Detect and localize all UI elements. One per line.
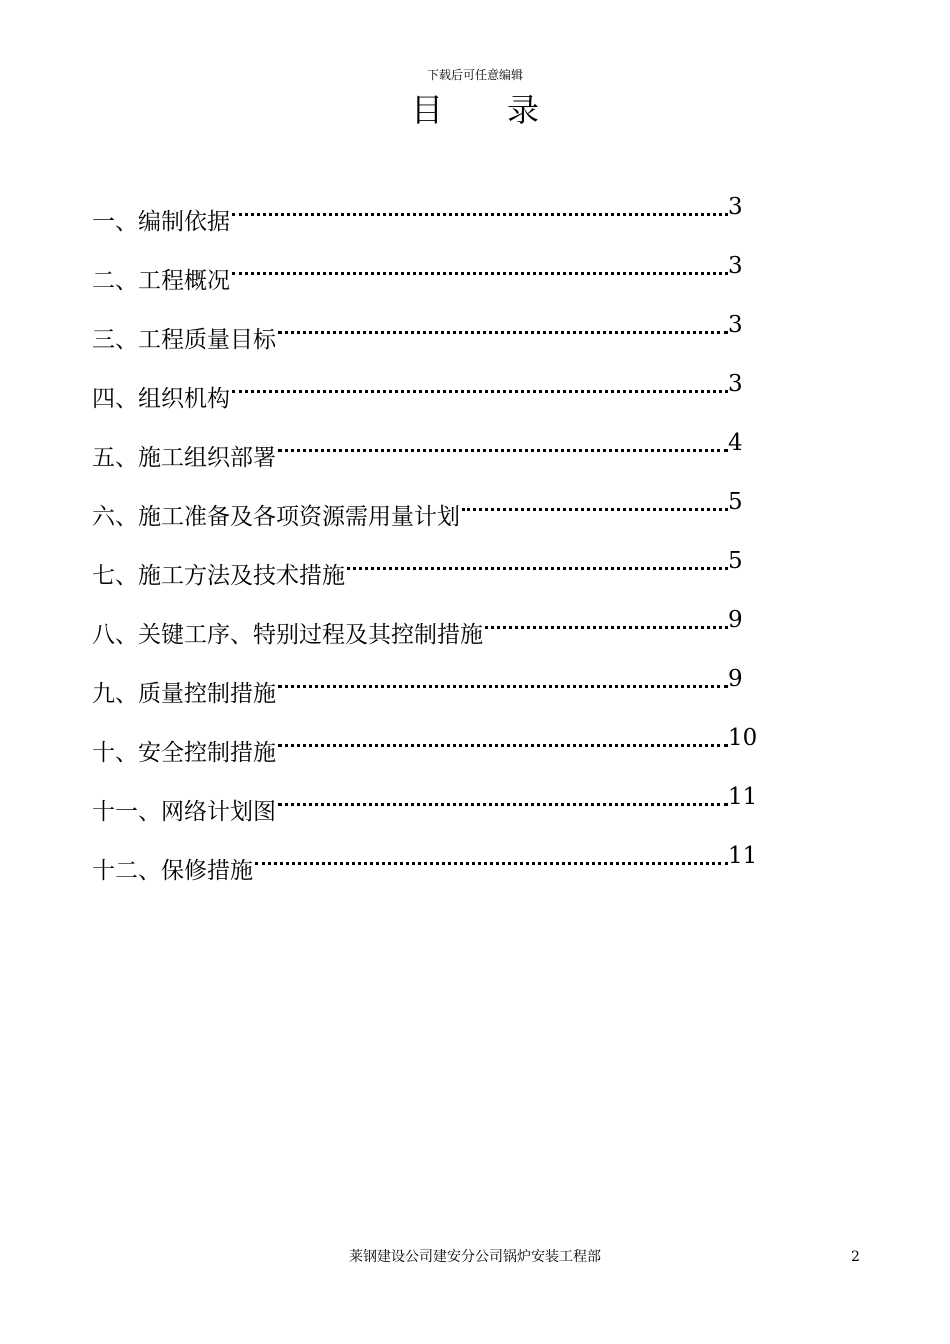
page-title-char-1: 目 [410,91,443,129]
toc-leader-dots [276,303,728,347]
toc-entry-label: 九、质量控制措施 [92,681,276,707]
toc-entry-page: 11 [728,784,758,810]
toc-entry[interactable] [92,834,772,893]
toc-entry-page: 5 [728,489,743,515]
toc-entry-page: 3 [728,194,743,220]
toc-entry-label: 六、施工准备及各项资源需用量计划 [92,504,460,530]
toc-entry-label: 十二、保修措施 [92,858,253,884]
toc-leader-dots [345,539,728,583]
toc-leader-dots [460,480,728,524]
table-of-contents [92,185,772,893]
toc-leader-dots [483,598,728,642]
toc-leader-dots [276,716,728,760]
toc-entry-page: 3 [728,253,743,279]
footer-organization: 莱钢建设公司建安分公司锅炉安装工程部 [349,1249,601,1265]
toc-entry-page: 9 [728,666,743,692]
toc-entry-label: 十、安全控制措施 [92,740,276,766]
toc-entry-page: 4 [728,430,743,456]
toc-leader-dots [230,185,728,229]
toc-entry-label: 二、工程概况 [92,268,230,294]
toc-entry[interactable] [92,598,772,657]
toc-entry[interactable] [92,185,772,244]
toc-entry[interactable] [92,716,772,775]
toc-entry-page: 5 [728,548,743,574]
header-note: 下载后可任意编辑 [426,68,523,82]
toc-entry[interactable] [92,362,772,421]
footer-page-number: 2 [851,1249,860,1265]
toc-leader-dots [276,657,728,701]
page-title-char-2: 录 [507,91,540,129]
toc-entry-page: 10 [728,725,758,751]
toc-entry[interactable] [92,480,772,539]
toc-entry-label: 四、组织机构 [92,386,230,412]
toc-entry[interactable] [92,539,772,598]
toc-entry-label: 五、施工组织部署 [92,445,276,471]
toc-entry[interactable] [92,657,772,716]
toc-entry-label: 三、工程质量目标 [92,327,276,353]
toc-leader-dots [253,834,728,878]
toc-entry-label: 十一、网络计划图 [92,799,276,825]
toc-entry-page: 3 [728,371,743,397]
toc-entry-label: 七、施工方法及技术措施 [92,563,345,589]
toc-entry[interactable] [92,303,772,362]
toc-entry-page: 11 [728,843,758,869]
toc-leader-dots [276,775,728,819]
toc-entry[interactable] [92,421,772,480]
toc-entry-label: 一、编制依据 [92,209,230,235]
toc-entry-page: 9 [728,607,743,633]
toc-entry-label: 八、关键工序、特别过程及其控制措施 [92,622,483,648]
toc-leader-dots [276,421,728,465]
toc-leader-dots [230,362,728,406]
toc-leader-dots [230,244,728,288]
toc-entry[interactable] [92,244,772,303]
toc-entry[interactable] [92,775,772,834]
page-title [0,88,950,132]
toc-entry-page: 3 [728,312,743,338]
